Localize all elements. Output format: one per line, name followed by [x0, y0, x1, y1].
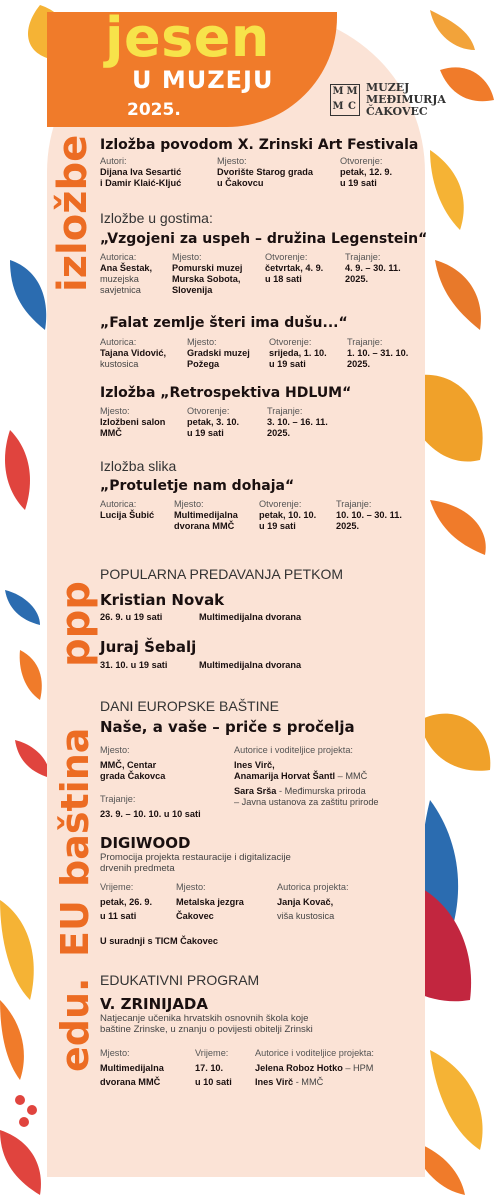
lecture1-time: 26. 9. u 19 sati: [100, 612, 163, 622]
exhibition-authors: Autori: Dijana Iva Sesartić i Damir Klaić-Kljuć: [100, 156, 182, 188]
exhibition-opening: Otvorenje: petak, 12. 9. u 19 sati: [340, 156, 393, 188]
digiwood-title: DIGIWOOD: [100, 834, 191, 852]
digiwood-partner: U suradnji s TICM Čakovec: [100, 936, 218, 946]
edu-title: V. ZRINIJADA: [100, 995, 208, 1013]
paintings-opening: Otvorenje: petak, 10. 10. u 19 sati: [259, 499, 317, 531]
section-label-eu: EU baština: [53, 727, 97, 957]
guest1-author: Autorica: Ana Šestak, muzejska savjetnica: [100, 252, 153, 295]
lecture1-place: Multimedijalna dvorana: [199, 612, 302, 622]
guest3-duration: Trajanje: 3. 10. – 16. 11. 2025.: [267, 406, 328, 438]
eu-leaders: Autorice i voditeljice projekta: Ines Virč, Anamarija Horvat Šantl – MMČ Sara Srša - Međimurska priroda – Javna ustanova za zaštitu prirode: [234, 745, 379, 807]
berries-icon: [15, 1095, 37, 1127]
museum-logo: [330, 82, 446, 118]
paintings-title: „Protuletje nam dohaja“: [100, 478, 295, 494]
guest2-author: Autorica: Tajana Vidović, kustosica: [100, 337, 167, 369]
digiwood-desc: Promocija projekta restauracije i digitalizacije drvenih predmeta: [100, 852, 291, 874]
guest1-title: „Vzgojeni za uspeh – družina Legenstein“: [100, 231, 428, 247]
edu-time: Vrijeme: 17. 10. u 10 sati: [195, 1048, 232, 1087]
logo-text: MUZEJ MEĐIMURJA ČAKOVEC: [366, 81, 446, 118]
title-main: jesen: [105, 6, 270, 69]
lecture2-time: 31. 10. u 19 sati: [100, 660, 168, 670]
edu-place: Mjesto: Multimedijalna dvorana MMČ: [100, 1048, 164, 1087]
paintings-heading: Izložba slika: [100, 458, 177, 474]
program-panel: [47, 6, 446, 1177]
edu-leaders: Autorice i voditeljice projekta: Jelena Roboz Hotko – HPM Ines Virč - MMČ: [255, 1048, 374, 1087]
guest2-place: Mjesto: Gradski muzej Požega: [187, 337, 250, 369]
lecture1-name: Kristian Novak: [100, 591, 225, 609]
guest3-title: Izložba „Retrospektiva HDLUM“: [100, 385, 352, 401]
eu-title: Naše, a vaše – priče s pročelja: [100, 718, 355, 736]
paintings-author: Autorica: Lucija Šubić: [100, 499, 155, 520]
digiwood-place: Mjesto: Metalska jezgra Čakovec: [176, 882, 244, 921]
guest1-opening: Otvorenje: četvrtak, 4. 9. u 18 sati: [265, 252, 324, 284]
eu-heading: DANI EUROPSKE BAŠTINE: [100, 698, 279, 714]
guest1-duration: Trajanje: 4. 9. – 30. 11. 2025.: [345, 252, 401, 284]
logo-mark-icon: M M M C: [330, 84, 360, 116]
digiwood-author: Autorica projekta: Janja Kovač, viša kustosica: [277, 882, 349, 921]
guests-heading: Izložbe u gostima:: [100, 210, 213, 226]
eu-place: Mjesto: MMČ, Centar grada Čakovca: [100, 745, 166, 781]
section-label-izlozbe: izložbe: [50, 134, 96, 292]
paintings-place: Mjesto: Multimedijalna dvorana MMČ: [174, 499, 238, 531]
paintings-duration: Trajanje: 10. 10. – 30. 11. 2025.: [336, 499, 402, 531]
lectures-heading: POPULARNA PREDAVANJA PETKOM: [100, 566, 343, 582]
edu-heading: EDUKATIVNI PROGRAM: [100, 972, 260, 988]
guest2-duration: Trajanje: 1. 10. – 31. 10. 2025.: [347, 337, 409, 369]
exhibition-title: Izložba povodom X. Zrinski Art Festivala: [100, 137, 419, 153]
title-sub: U MUZEJU: [132, 66, 274, 94]
guest3-place: Mjesto: Izložbeni salon MMČ: [100, 406, 166, 438]
lecture2-name: Juraj Šebalj: [100, 638, 197, 656]
lecture2-place: Multimedijalna dvorana: [199, 660, 302, 670]
guest2-opening: Otvorenje: srijeda, 1. 10. u 19 sati: [269, 337, 327, 369]
guest3-opening: Otvorenje: petak, 3. 10. u 19 sati: [187, 406, 240, 438]
section-label-edu: edu.: [53, 977, 97, 1072]
eu-duration: Trajanje: 23. 9. – 10. 10. u 10 sati: [100, 794, 201, 819]
title-year: 2025.: [127, 100, 181, 120]
edu-desc: Natjecanje učenika hrvatskih osnovnih škola koje baštine Zrinske, u znanju o povijesti obitelji Zrinski: [100, 1013, 313, 1035]
guest1-place: Mjesto: Pomurski muzej Murska Sobota, Slovenija: [172, 252, 243, 295]
digiwood-time: Vrijeme: petak, 26. 9. u 11 sati: [100, 882, 153, 921]
guest2-title: „Falat zemlje šteri ima dušu...“: [100, 315, 348, 331]
section-label-ppp: ppp: [53, 581, 99, 667]
exhibition-place: Mjesto: Dvorište Starog grada u Čakovcu: [217, 156, 313, 188]
